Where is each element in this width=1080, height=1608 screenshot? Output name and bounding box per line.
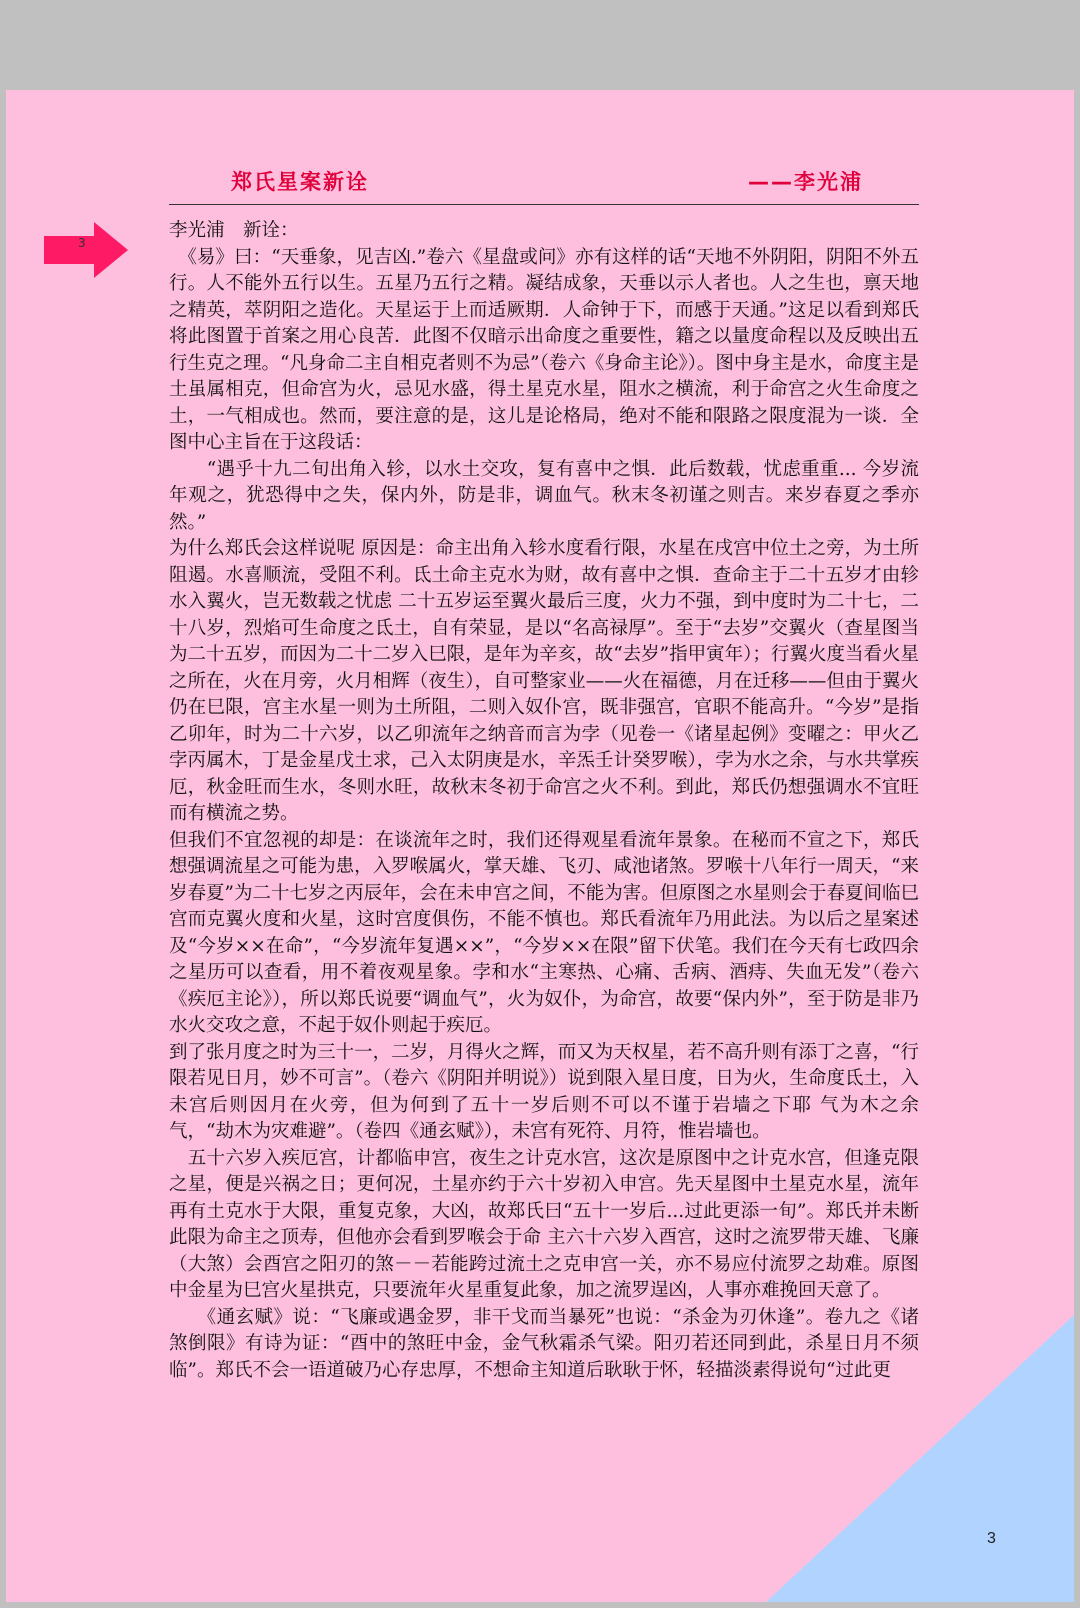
paragraph: 到了张月度之时为三十一，二岁，月得火之辉，而又为天权星，若不高升则有添丁之喜，“行限若见日月，妙不可言”。（卷六《阴阳并明说》）说到限入星日度，日为火，生命度氐土，入未宫后则因月在火旁，但为何到了五十一岁后则不可以不谨于岩墙之下耶 气为木之余气，“劫木为灾难避”。（卷四《通玄赋》），未宫有死符、月符，惟岩墙也。 [169, 1041, 919, 1142]
paragraph: “遇乎十九二旬出角入轸，以水土交攻，复有喜中之惧．此后数载，忧虑重重... 今岁流年观之，犹恐得中之失，保内外，防是非，调血气。秋末冬初谨之则吉。来岁春夏之季亦然。” [169, 458, 919, 533]
paragraph: 《通玄赋》说：“飞廉或遇金罗，非干戈而当暴死”也说：“杀金为刃休逢”。卷九之《诸煞倒限》有诗为证：“酉中的煞旺中金，金气秋霜杀气梁。阳刃若还同到此，杀星日月不须临”。郑氏不会一语道破乃心存忠厚，不想命主知道后耿耿于怀，轻描淡素得说句“过此更 [169, 1306, 919, 1381]
page-number: 3 [987, 1530, 996, 1547]
author-name: ——李光浦 [748, 170, 863, 194]
paragraph: 李光浦 新诠： [169, 220, 299, 241]
page-header [169, 166, 919, 205]
paragraph: 为什么郑氏会这样说呢 原因是：命主出角入轸水度看行限，水星在戌宫中位土之旁，为土所阻遏。水喜顺流，受阻不利。氐土命主克水为财，故有喜中之惧．查命主于二十五岁才由轸水入翼火，岂无数载之忧虑 二十五岁运至翼火最后三度，火力不强，到中度时为二十七，二十八岁，烈焰可生命度之氐土，自有荣显，是以“名高禄厚”。至于“去岁”交翼火（查星图当为二十五岁，而因为二十二岁入巳限，是年为辛亥，故“去岁”指甲寅年）；行翼火度当看火星之所在，火在月旁，火月相辉（夜生），自可整家业——火在福德，月在迁移——但由于翼火仍在巳限，宫主水星一则为土所阻，二则入奴仆宫，既非强宫，官职不能高升。“今岁”是指乙卯年，时为二十六岁，以乙卯流年之纳音而言为孛（见卷一《诸星起例》变曜之：甲火乙孛丙属木，丁是金星戊土求，己入太阴庚是水，辛炁壬计癸罗喉），孛为水之余，与水共掌疾厄，秋金旺而生水，冬则水旺，故秋末冬初于命宫之火不利。到此，郑氏仍想强调水不宜旺而有横流之势。 [169, 538, 919, 824]
arrow-marker-label: 3 [78, 236, 86, 250]
book-title: 郑氏星案新诠 [231, 170, 369, 194]
arrow-right-icon [44, 222, 128, 278]
paragraph: 《易》曰：“天垂象，见吉凶.”卷六《星盘或问》亦有这样的话“天地不外阴阳，阴阳不外五行。人不能外五行以生。五星乃五行之精。凝结成象，天垂以示人者也。人之生也，禀天地之精英，萃阴阳之造化。天星运于上而适厥期．人命钟于下，而感于天通。”这足以看到郑氏将此图置于首案之用心良苦．此图不仅暗示出命度之重要性，籍之以量度命程以及反映出五行生克之理。“凡身命二主自相克者则不为忌”（卷六《身命主论》）。图中身主是水，命度主是土虽属相克，但命宫为火，忌见水盛，得土星克水星，阻水之横流，利于命宫之火生命度之土，一气相成也。然而，要注意的是，这儿是论格局，绝对不能和限路之限度混为一谈．全图中心主旨在于这段话： [169, 246, 919, 453]
paragraph: 五十六岁入疾厄宫，计都临申宫，夜生之计克水宫，这次是原图中之计克水宫，但逢克限之星，便是兴祸之日；更何况，土星亦约于六十岁初入申宫。先天星图中土星克水星，流年再有土克水于大限，重复克象，大凶，故郑氏曰“五十一岁后...过此更添一旬”。郑氏并未断此限为命主之顶寿，但他亦会看到罗喉会于命 主六十六岁入酉宫，这时之流罗带天雄、飞廉（大煞）会酉宫之阳刃的煞－－若能跨过流土之克申宫一关，亦不易应付流罗之劫难。原图中金星为巳宫火星拱克，只要流年火星重复此象，加之流罗逞凶，人事亦难挽回天意了。 [169, 1147, 919, 1301]
body-text [169, 218, 919, 1384]
document-page [6, 90, 1074, 1602]
paragraph: 但我们不宜忽视的却是：在谈流年之时，我们还得观星看流年景象。在秘而不宣之下，郑氏想强调流星之可能为患，入罗喉属火，掌天雄、飞刃、咸池诸煞。罗喉十八年行一周天，“来岁春夏”为二十七岁之丙辰年，会在未申宫之间，不能为害。但原图之水星则会于春夏间临巳宫而克翼火度和火星，这时宫度俱伤，不能不慎也。郑氏看流年乃用此法。为以后之星案述及“今岁××在命”，“今岁流年复遇××”，“今岁××在限”留下伏笔。我们在今天有七政四余之星历可以查看，用不着夜观星象。孛和水“主寒热、心痛、舌病、酒痔、失血无发”（卷六《疾厄主论》），所以郑氏说要“调血气”，火为奴仆，为命宫，故要“保内外”，至于防是非乃水火交攻之意，不起于奴仆则起于疾厄。 [169, 829, 919, 1036]
